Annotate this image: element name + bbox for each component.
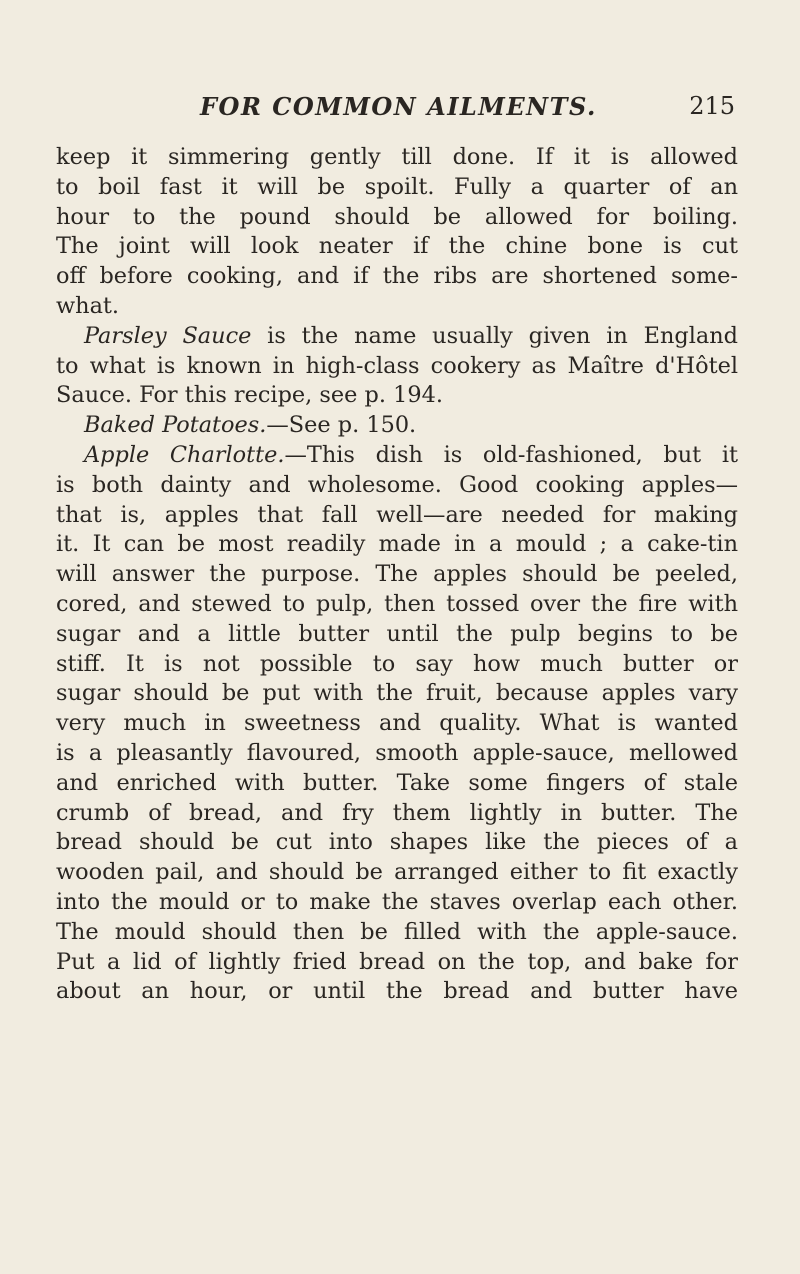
text-line: crumb of bread, and fry them lightly in butter. The (56, 799, 738, 826)
section-heading: Apple Charlotte. (84, 441, 285, 468)
text-line: what. (56, 292, 120, 319)
text-line: is both dainty and wholesome. Good cooking apples— (56, 471, 738, 498)
text-line: Apple Charlotte.—This dish is old-fashioned, but it (84, 441, 738, 468)
text-line: Put a lid of lightly fried bread on the top, and bake for (56, 948, 738, 975)
text-line: hour to the pound should be allowed for boiling. (56, 203, 738, 230)
text-line: sugar and a little butter until the pulp begins to be (56, 620, 738, 647)
text-line: and enriched with butter. Take some fingers of stale (56, 769, 738, 796)
text-line: to what is known in high-class cookery as Maître d'Hôtel (56, 352, 738, 379)
text-line: bread should be cut into shapes like the pieces of a (56, 829, 738, 856)
text-line: wooden pail, and should be arranged either to fit exactly (56, 859, 738, 886)
text-line: to boil fast it will be spoilt. Fully a quarter of an (56, 173, 738, 200)
text-line: Sauce. For this recipe, see p. 194. (56, 382, 443, 409)
running-head: FOR COMMON AILMENTS. (200, 92, 597, 121)
section-heading: Baked Potatoes. (84, 412, 267, 439)
page-number: 215 (689, 92, 735, 120)
text-line: about an hour, or until the bread and butter have (56, 978, 738, 1005)
text-line: into the mould or to make the staves overlap each other. (56, 888, 738, 915)
page-header (200, 92, 735, 132)
text-line: will answer the purpose. The apples should be peeled, (56, 561, 738, 588)
text-line: cored, and stewed to pulp, then tossed over the fire with (56, 590, 738, 617)
text-line: Parsley Sauce is the name usually given in England (84, 322, 738, 349)
text-line: Baked Potatoes.—See p. 150. (84, 412, 417, 439)
body-text (56, 143, 738, 1007)
text-line: The joint will look neater if the chine bone is cut (56, 233, 738, 260)
text-line: is a pleasantly flavoured, smooth apple-sauce, mellowed (56, 739, 738, 766)
text-line: that is, apples that fall well—are needed for making (56, 501, 738, 528)
text-line: stiff. It is not possible to say how much butter or (56, 650, 738, 677)
text-line: The mould should then be filled with the apple-sauce. (56, 918, 738, 945)
text-line: keep it simmering gently till done. If it is allowed (56, 144, 738, 170)
text-line: it. It can be most readily made in a mould ; a cake-tin (56, 531, 738, 558)
text-line: off before cooking, and if the ribs are shortened some- (56, 263, 738, 290)
text-line: sugar should be put with the fruit, because apples vary (56, 680, 738, 707)
section-heading: Parsley Sauce (84, 322, 252, 349)
text-line: very much in sweetness and quality. What is wanted (56, 710, 738, 737)
